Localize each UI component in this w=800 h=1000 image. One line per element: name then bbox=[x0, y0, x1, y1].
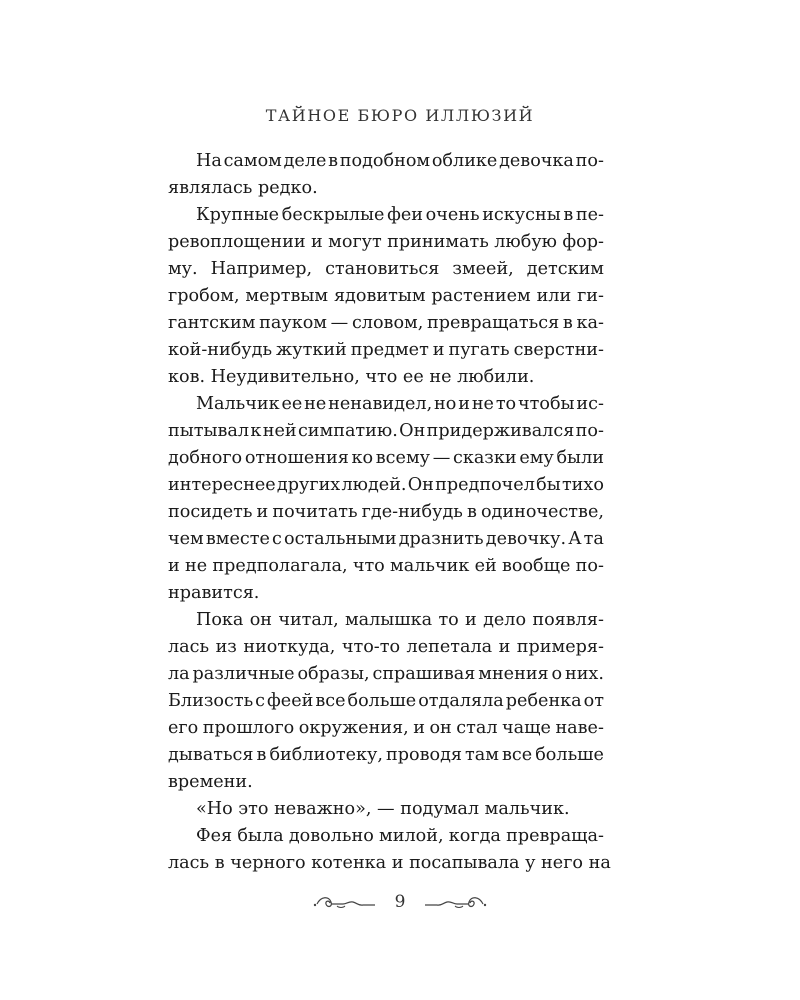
text-line: чем вместе с остальными дразнить девочку. А та bbox=[168, 529, 604, 549]
text-line: ла различные образы, спрашивая мнения о них. bbox=[168, 664, 604, 684]
text-line: Близость с феей все больше отдаляла ребенка от bbox=[168, 691, 604, 711]
flourish-left-icon bbox=[313, 894, 377, 910]
text-line: лась из ниоткуда, что-то лепетала и примеря- bbox=[168, 637, 604, 657]
text-line: Фея была довольно милой, когда превраща- bbox=[196, 826, 604, 846]
body-text bbox=[168, 148, 611, 877]
text-line: кой-нибудь жуткий предмет и пугать сверстни- bbox=[168, 340, 604, 360]
text-line: ревоплощении и могут принимать любую фор- bbox=[168, 232, 604, 252]
text-line: На самом деле в подобном облике девочка по- bbox=[196, 151, 604, 171]
text-line: добного отношения ко всему — сказки ему были bbox=[168, 448, 604, 468]
text-line: му. Например, становиться змеей, детским bbox=[168, 259, 604, 279]
page-number: 9 bbox=[394, 892, 406, 912]
text-line: Мальчик ее не ненавидел, но и не то чтобы ис- bbox=[196, 394, 604, 414]
text-line: времени. bbox=[168, 772, 253, 792]
text-line: являлась редко. bbox=[168, 178, 318, 198]
text-line: нравится. bbox=[168, 583, 260, 603]
text-line: пытывал к ней симпатию. Он придерживался по- bbox=[168, 421, 604, 441]
text-line: гантским пауком — словом, превращаться в ка- bbox=[168, 313, 604, 333]
text-line: интереснее других людей. Он предпочел бы тихо bbox=[168, 475, 604, 495]
text-line: дываться в библиотеку, проводя там все больше bbox=[168, 745, 604, 765]
text-line: ков. Неудивительно, что ее не любили. bbox=[168, 367, 535, 387]
text-line: его прошлого окружения, и он стал чаще наве- bbox=[168, 718, 604, 738]
text-line: гробом, мертвым ядовитым растением или ги- bbox=[168, 286, 604, 306]
text-line: Пока он читал, малышка то и дело появля- bbox=[196, 610, 604, 630]
page-footer bbox=[0, 887, 800, 917]
running-header: ТАЙНОЕ БЮРО ИЛЛЮЗИЙ bbox=[265, 106, 535, 125]
text-line: посидеть и почитать где-нибудь в одиночестве, bbox=[168, 502, 604, 522]
text-line: «Но это неважно», — подумал мальчик. bbox=[196, 799, 570, 819]
flourish-right-icon bbox=[423, 894, 487, 910]
text-line: и не предполагала, что мальчик ей вообще по- bbox=[168, 556, 604, 576]
text-line: Крупные бескрылые феи очень искусны в пе- bbox=[196, 205, 604, 225]
text-line: лась в черного котенка и посапывала у него на bbox=[168, 853, 611, 873]
